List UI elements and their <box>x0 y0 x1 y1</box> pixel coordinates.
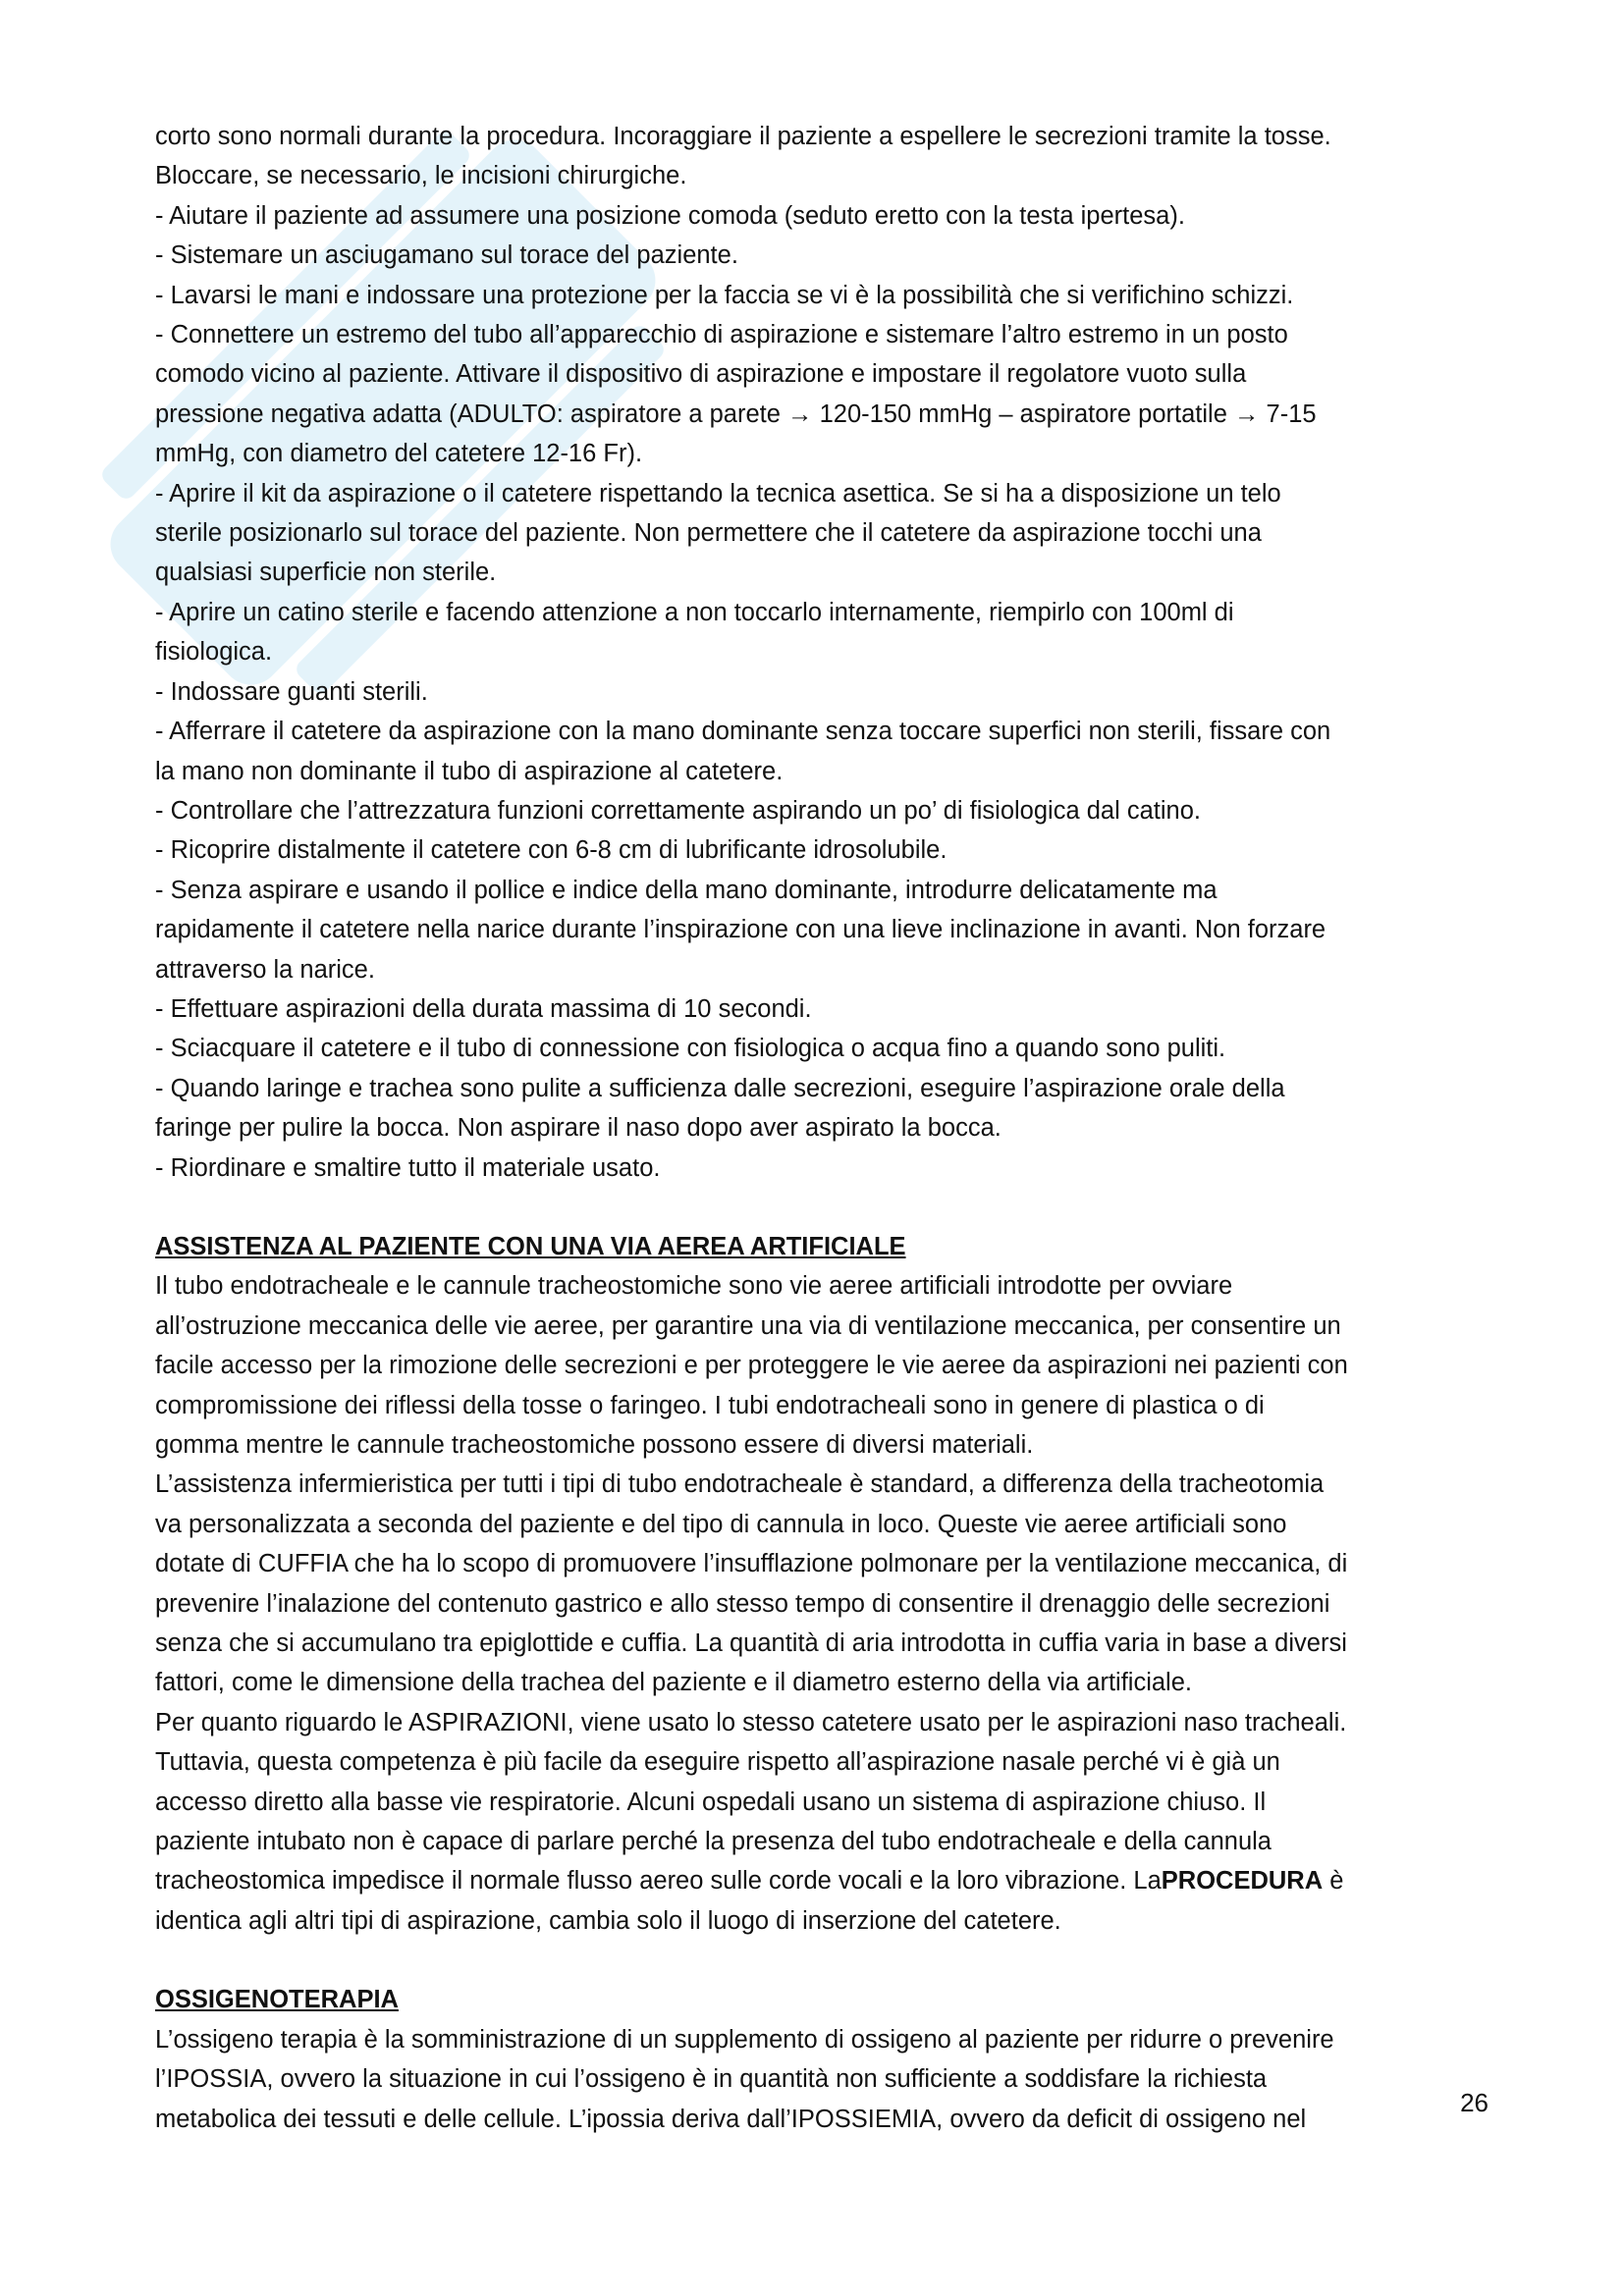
text-line: fattori, come le dimensione della trachea del paziente e il diametro esterno della via artificiale. <box>155 1669 1192 1697</box>
text-line: L’assistenza infermieristica per tutti i tipi di tubo endotracheale è standard, a differenza della tracheotomia <box>155 1470 1325 1499</box>
text-line: - Quando laringe e trachea sono pulite a sufficienza dalle secrezioni, eseguire l’aspirazione orale della <box>155 1074 1285 1102</box>
text-line: - Effettuare aspirazioni della durata massima di 10 secondi. <box>155 994 812 1023</box>
text-line: - Senza aspirare e usando il pollice e indice della mano dominante, introdurre delicatamente ma <box>155 876 1218 904</box>
text-line: corto sono normali durante la procedura. Incoraggiare il paziente a espellere le secrezioni tramite la tosse. <box>155 123 1331 150</box>
text-line: attraverso la narice. <box>155 955 375 984</box>
text-line: - Aprire un catino sterile e facendo attenzione a non toccarlo internamente, riempirlo con 100ml di <box>155 598 1234 626</box>
text-line: - Sciacquare il catetere e il tubo di connessione con fisiologica o acqua fino a quando sono puliti. <box>155 1035 1226 1063</box>
section-heading-artificial-airway: ASSISTENZA AL PAZIENTE CON UNA VIA AEREA ARTIFICIALE <box>155 1232 906 1260</box>
text-line: - Afferrare il catetere da aspirazione con la mano dominante senza toccare superfici non sterili, fissare con <box>155 718 1331 746</box>
text-line: facile accesso per la rimozione delle secrezioni e per proteggere le vie aeree da aspirazioni nei pazienti con <box>155 1352 1348 1380</box>
text-line: - Connettere un estremo del tubo all’apparecchio di aspirazione e sistemare l’altro estremo in un posto <box>155 321 1288 349</box>
section-heading-oxygen: OSSIGENOTERAPIA <box>155 1986 399 2014</box>
text-line: - Controllare che l’attrezzatura funzioni correttamente aspirando un po’ di fisiologica dal catino. <box>155 796 1201 825</box>
text-line: rapidamente il catetere nella narice durante l’inspirazione con una lieve inclinazione in avanti. Non forzare <box>155 916 1326 944</box>
text-line: L’ossigeno terapia è la somministrazione di un supplemento di ossigeno al paziente per ridurre o prevenire <box>155 2025 1334 2054</box>
text-line: accesso diretto alla basse vie respiratorie. Alcuni ospedali usano un sistema di aspirazione chiuso. Il <box>155 1788 1267 1816</box>
text-line: Per quanto riguardo le ASPIRAZIONI, viene usato lo stesso catetere usato per le aspirazioni naso tracheali. <box>155 1708 1347 1736</box>
text-line: sterile posizionarlo sul torace del paziente. Non permettere che il catetere da aspirazione tocchi una <box>155 519 1262 548</box>
text-line: all’ostruzione meccanica delle vie aeree, per garantire una via di ventilazione meccanica, per consentire un <box>155 1311 1341 1340</box>
artificial-airway-paragraph <box>155 1266 1490 1861</box>
text-line: la mano non dominante il tubo di aspirazione al catetere. <box>155 757 784 785</box>
text-line: Tuttavia, questa competenza è più facile da eseguire rispetto all’aspirazione nasale perché vi è già un <box>155 1748 1280 1777</box>
text-line: senza che si accumulano tra epiglottide e cuffia. La quantità di aria introdotta in cuffia varia in base a diversi <box>155 1629 1347 1658</box>
text-line: compromissione dei riflessi della tosse o faringeo. I tubi endotracheali sono in genere di plastica o di <box>155 1391 1265 1419</box>
text-line: dotate di CUFFIA che ha lo scopo di promuovere l’insufflazione polmonare per la ventilazione meccanica, di <box>155 1550 1348 1578</box>
text-line <box>155 1861 1490 1900</box>
text-line: - Riordinare e smaltire tutto il materiale usato. <box>155 1153 661 1182</box>
text-line: va personalizzata a seconda del paziente e del tipo di cannula in loco. Queste vie aeree artificiali sono <box>155 1510 1287 1538</box>
text-line: - Lavarsi le mani e indossare una protezione per la faccia se vi è la possibilità che si verifichino schizzi. <box>155 281 1294 309</box>
text-line: paziente intubato non è capace di parlare perché la presenza del tubo endotracheale e della cannula <box>155 1828 1272 1856</box>
text-line: Bloccare, se necessario, le incisioni chirurgiche. <box>155 162 687 190</box>
text-line: qualsiasi superficie non sterile. <box>155 559 497 587</box>
procedure-steps <box>155 117 1490 1188</box>
text-line: Il tubo endotracheale e le cannule tracheostomiche sono vie aeree artificiali introdotte per ovviare <box>155 1272 1233 1301</box>
page-number: 26 <box>1460 2088 1489 2117</box>
document-body <box>155 117 1490 2139</box>
text-line: fisiologica. <box>155 638 273 667</box>
text-line: mmHg, con diametro del catetere 12-16 Fr). <box>155 440 643 468</box>
text-line: pressione negativa adatta (ADULTO: aspiratore a parete → 120-150 mmHg – aspiratore portatile → 7-15 <box>155 400 1317 428</box>
text-line: gomma mentre le cannule tracheostomiche possono essere di diversi materiali. <box>155 1431 1034 1459</box>
text-line: identica agli altri tipi di aspirazione, cambia solo il luogo di inserzione del catetere. <box>155 1906 1061 1935</box>
airway-last-line: tracheostomica impedisce il normale flusso aereo sulle corde vocali e la loro vibrazione. La <box>155 1867 1162 1896</box>
text-line: l’IPOSSIA, ovvero la situazione in cui l’ossigeno è in quantità non sufficiente a soddisfare la richiesta <box>155 2065 1268 2094</box>
airway-last-line-suffix: è <box>1323 1867 1344 1896</box>
text-line: prevenire l’inalazione del contenuto gastrico e allo stesso tempo di consentire il drenaggio delle secrezioni <box>155 1589 1330 1618</box>
procedura-bold: PROCEDURA <box>1161 1867 1324 1896</box>
text-line: metabolica dei tessuti e delle cellule. L’ipossia deriva dall’IPOSSIEMIA, ovvero da deficit di ossigeno nel <box>155 2105 1307 2133</box>
text-line: - Aprire il kit da aspirazione o il catetere rispettando la tecnica asettica. Se si ha a disposizione un telo <box>155 479 1281 507</box>
text-line: - Ricoprire distalmente il catetere con 6-8 cm di lubrificante idrosolubile. <box>155 836 947 865</box>
text-line: - Sistemare un asciugamano sul torace del paziente. <box>155 241 738 270</box>
text-line: - Aiutare il paziente ad assumere una posizione comoda (seduto eretto con la testa ipertesa). <box>155 201 1185 230</box>
text-line: - Indossare guanti sterili. <box>155 677 428 706</box>
oxygen-paragraph <box>155 2020 1490 2139</box>
text-line: faringe per pulire la bocca. Non aspirare il naso dopo aver aspirato la bocca. <box>155 1114 1001 1143</box>
text-line: comodo vicino al paziente. Attivare il dispositivo di aspirazione e impostare il regolatore vuoto sulla <box>155 360 1247 389</box>
